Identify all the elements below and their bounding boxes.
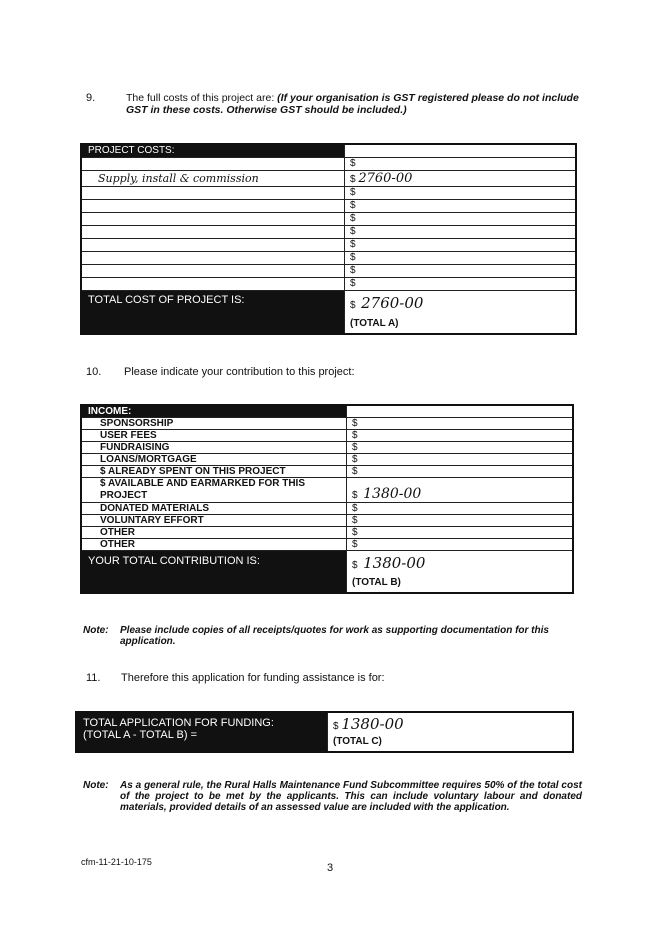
- cost-amount-cell[interactable]: $: [345, 277, 577, 290]
- income-amount-cell[interactable]: $: [347, 515, 574, 527]
- income-item-label: $ ALREADY SPENT ON THIS PROJECT: [81, 466, 347, 478]
- income-amount-cell[interactable]: $: [347, 503, 574, 515]
- total-application-label-line2: (TOTAL A - TOTAL B) =: [83, 729, 198, 741]
- handwritten-earmarked-amount: 1380-00: [363, 486, 422, 502]
- q10-text: Please indicate your contribution to this project:: [124, 366, 355, 378]
- total-cost-cell[interactable]: $ 2760-00 (TOTAL A): [345, 290, 577, 334]
- project-costs-table: [80, 143, 577, 335]
- header-blank-cell: [347, 405, 574, 418]
- income-header: INCOME:: [81, 405, 347, 418]
- page-number: 3: [327, 862, 334, 874]
- handwritten-amount: 2760-00: [358, 170, 413, 186]
- note2-text: As a general rule, the Rural Halls Maintenance Fund Subcommittee requires 50% of the total cost of the project to be met by the applicants. This can include voluntary labour and donated materials, provided details of an assessed value are included with the application.: [120, 780, 582, 813]
- funding-table: [75, 711, 574, 753]
- cost-desc-cell[interactable]: [81, 225, 345, 238]
- total-application-cell[interactable]: $ 1380-00 (TOTAL C): [328, 712, 574, 752]
- cost-desc-cell[interactable]: [81, 199, 345, 212]
- cost-amount-cell[interactable]: $: [345, 157, 577, 170]
- cost-desc-cell[interactable]: [81, 157, 345, 170]
- income-item-label: OTHER: [81, 539, 347, 551]
- income-amount-cell[interactable]: $: [347, 454, 574, 466]
- cost-amount-cell[interactable]: $: [345, 238, 577, 251]
- total-cost-label: TOTAL COST OF PROJECT IS:: [81, 290, 345, 334]
- handwritten-total-b: 1380-00: [363, 554, 426, 572]
- income-item-label: OTHER: [81, 527, 347, 539]
- cost-desc-cell[interactable]: Supply, install & commission: [81, 170, 345, 186]
- cost-desc-cell[interactable]: [81, 251, 345, 264]
- cost-amount-cell[interactable]: $: [345, 199, 577, 212]
- cost-desc-cell[interactable]: [81, 212, 345, 225]
- income-item-label: LOANS/MORTGAGE: [81, 454, 347, 466]
- q11-text: Therefore this application for funding assistance is for:: [121, 672, 385, 684]
- income-amount-cell[interactable]: $: [347, 539, 574, 551]
- cost-amount-cell[interactable]: $ 2760-00: [345, 170, 577, 186]
- cost-amount-cell[interactable]: $: [345, 225, 577, 238]
- income-amount-cell[interactable]: $: [347, 418, 574, 430]
- income-amount-cell[interactable]: $: [347, 466, 574, 478]
- q9-text-italic: (If your organisation is GST registered please do not include GST in these costs. Otherwise GST should be included.): [126, 92, 579, 116]
- income-amount-cell[interactable]: $: [347, 442, 574, 454]
- q9-text-plain: The full costs of this project are:: [126, 92, 275, 104]
- income-item-label: SPONSORSHIP: [81, 418, 347, 430]
- income-amount-cell[interactable]: $ 1380-00: [347, 478, 574, 503]
- income-item-label: USER FEES: [81, 430, 347, 442]
- handwritten-total-a: 2760-00: [361, 293, 424, 312]
- header-blank-cell: [345, 144, 577, 157]
- income-item-label: VOLUNTARY EFFORT: [81, 515, 347, 527]
- cost-desc-cell[interactable]: [81, 264, 345, 277]
- income-item-label: $ AVAILABLE AND EARMARKED FOR THIS PROJECT: [81, 478, 347, 503]
- cost-desc-cell[interactable]: [81, 238, 345, 251]
- total-application-label-line1: TOTAL APPLICATION FOR FUNDING:: [83, 717, 274, 729]
- income-amount-cell[interactable]: $: [347, 527, 574, 539]
- handwritten-total-c: 1380-00: [341, 715, 404, 733]
- note2-label: Note:: [83, 780, 109, 791]
- q10-number: 10.: [86, 366, 102, 378]
- cost-desc-cell[interactable]: [81, 186, 345, 199]
- cost-desc-cell[interactable]: [81, 277, 345, 290]
- cost-amount-cell[interactable]: $: [345, 186, 577, 199]
- cost-amount-cell[interactable]: $: [345, 264, 577, 277]
- form-code: cfm-11-21-10-175: [81, 857, 152, 867]
- note1-text: Please include copies of all receipts/quotes for work as supporting documentation for this application.: [120, 625, 549, 647]
- note1-label: Note:: [83, 625, 109, 636]
- total-contribution-label: YOUR TOTAL CONTRIBUTION IS:: [81, 551, 347, 593]
- total-application-label: [76, 712, 328, 752]
- project-costs-header: PROJECT COSTS:: [81, 144, 345, 157]
- q11-number: 11.: [86, 672, 101, 684]
- income-table: [80, 404, 574, 594]
- total-b-tag: (TOTAL B): [352, 577, 401, 588]
- income-item-label: FUNDRAISING: [81, 442, 347, 454]
- cost-amount-cell[interactable]: $: [345, 212, 577, 225]
- total-a-tag: (TOTAL A): [350, 317, 399, 329]
- q9-text: [126, 92, 596, 116]
- total-c-tag: (TOTAL C): [333, 736, 382, 747]
- cost-amount-cell[interactable]: $: [345, 251, 577, 264]
- total-contribution-cell[interactable]: $ 1380-00 (TOTAL B): [347, 551, 574, 593]
- q9-number: 9.: [86, 92, 96, 104]
- income-item-label: DONATED MATERIALS: [81, 503, 347, 515]
- income-amount-cell[interactable]: $: [347, 430, 574, 442]
